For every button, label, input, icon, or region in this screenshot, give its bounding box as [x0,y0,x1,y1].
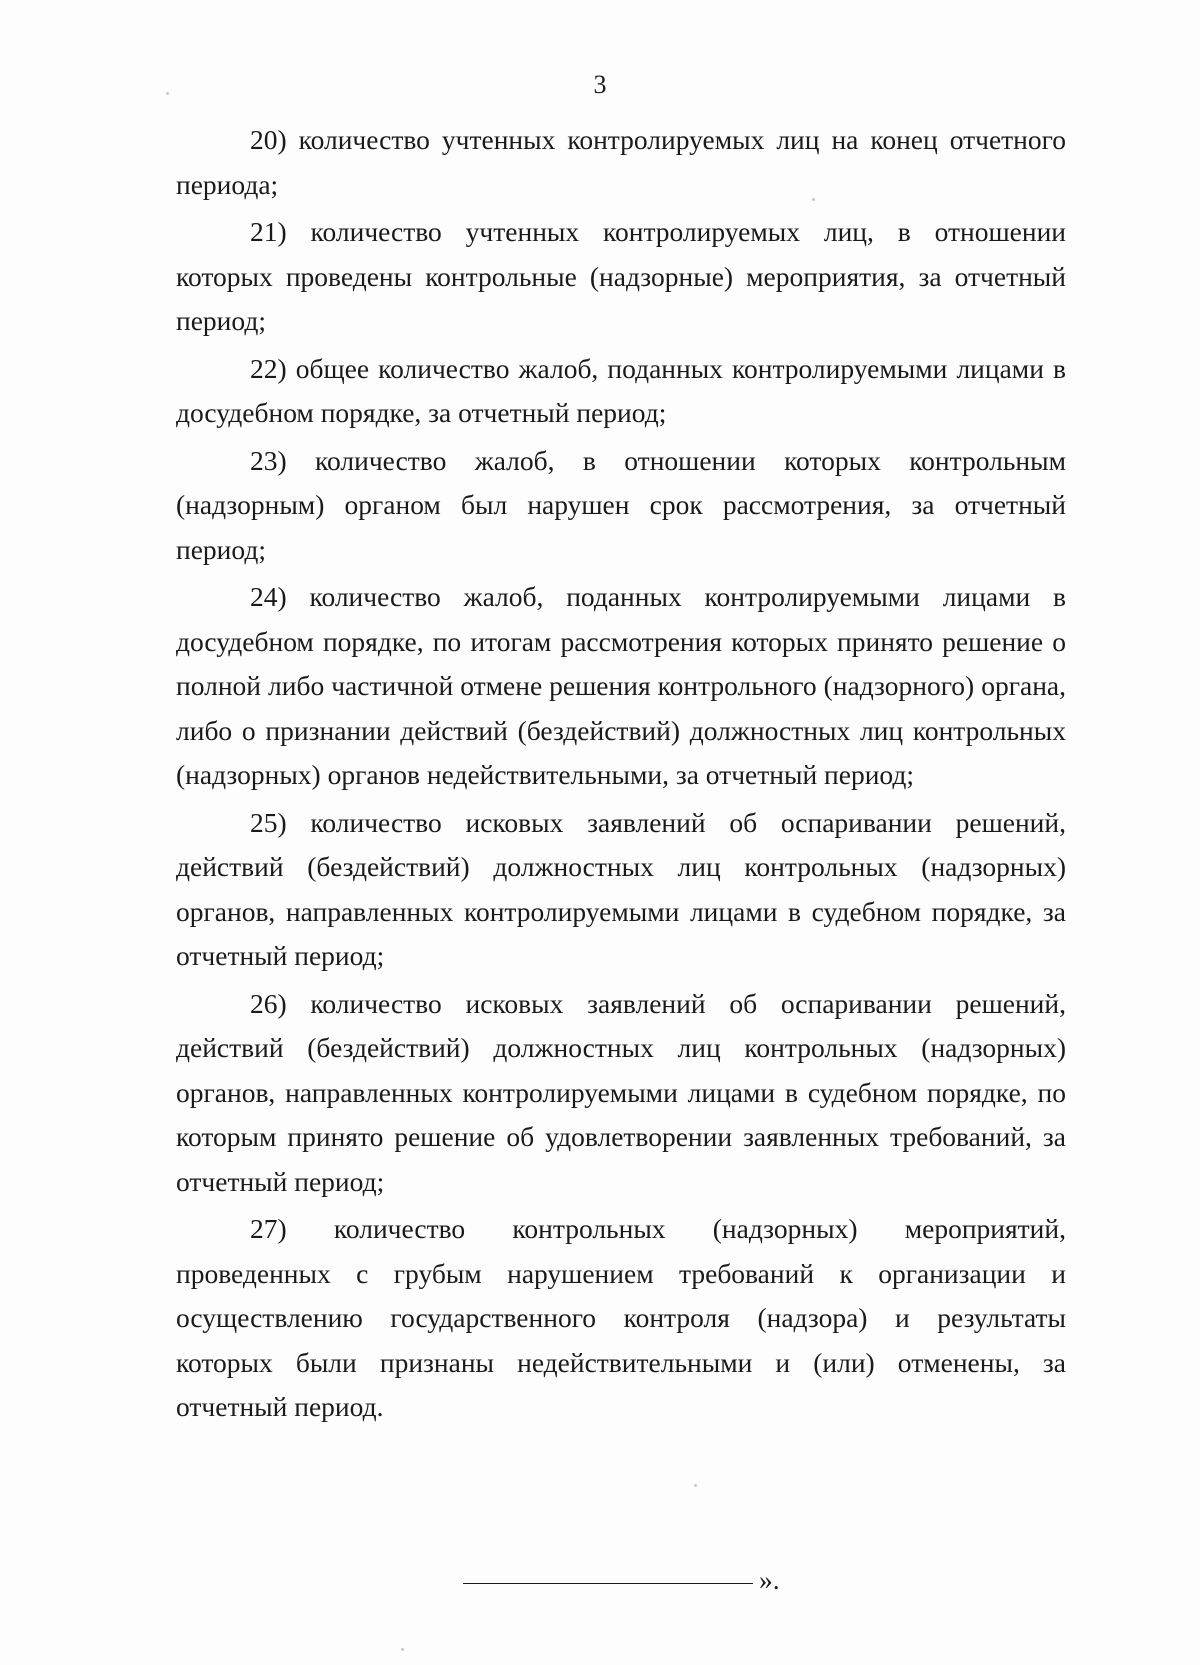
list-item-26: 26) количество исковых заявлений об оспаривании решений, действий (бездействий) должностных лиц контрольных (надзорных) органов, направленных контролируемыми лицами в судебном порядке, по которым принято решение об удовлетворении заявленных требований, за отчетный период; [176,987,1066,1197]
closing-line [463,1565,780,1595]
scan-speck [401,1648,404,1651]
list-item-25: 25) количество исковых заявлений об оспаривании решений, действий (бездействий) должностных лиц контрольных (надзорных) органов, направленных контролируемыми лицами в судебном порядке, за отчетный период; [176,806,1066,971]
scan-speck [166,92,169,95]
scan-speck [694,1484,697,1487]
list-item-20: 20) количество учтенных контролируемых лиц на конец отчетного периода; [176,124,1066,200]
document-body [176,118,1066,1430]
list-item-27: 27) количество контрольных (надзорных) мероприятий, проведенных с грубым нарушением требований к организации и осуществлению государственного контроля (надзора) и результаты которых были признаны недействительными и (или) отменены, за отчетный период. [176,1213,1066,1422]
closing-quote-mark: ». [759,1564,780,1595]
page-number: 3 [593,70,607,99]
list-item-21: 21) количество учтенных контролируемых лиц, в отношении которых проведены контрольные (надзорные) мероприятия, за отчетный период; [176,216,1066,336]
list-item-22: 22) общее количество жалоб, поданных контролируемыми лицами в досудебном порядке, за отчетный период; [176,352,1066,428]
closing-rule [463,1582,753,1584]
list-item-23: 23) количество жалоб, в отношении которых контрольным (надзорным) органом был нарушен срок рассмотрения, за отчетный период; [176,444,1066,565]
list-item-24: 24) количество жалоб, поданных контролируемыми лицами в досудебном порядке, по итогам рассмотрения которых принято решение о полной либо частичной отмене решения контрольного (надзорного) органа, либо о признании действий (бездействий) должностных лиц контрольных (надзорных) органов недействительными, за отчетный период; [176,581,1066,790]
scan-speck [812,198,815,201]
